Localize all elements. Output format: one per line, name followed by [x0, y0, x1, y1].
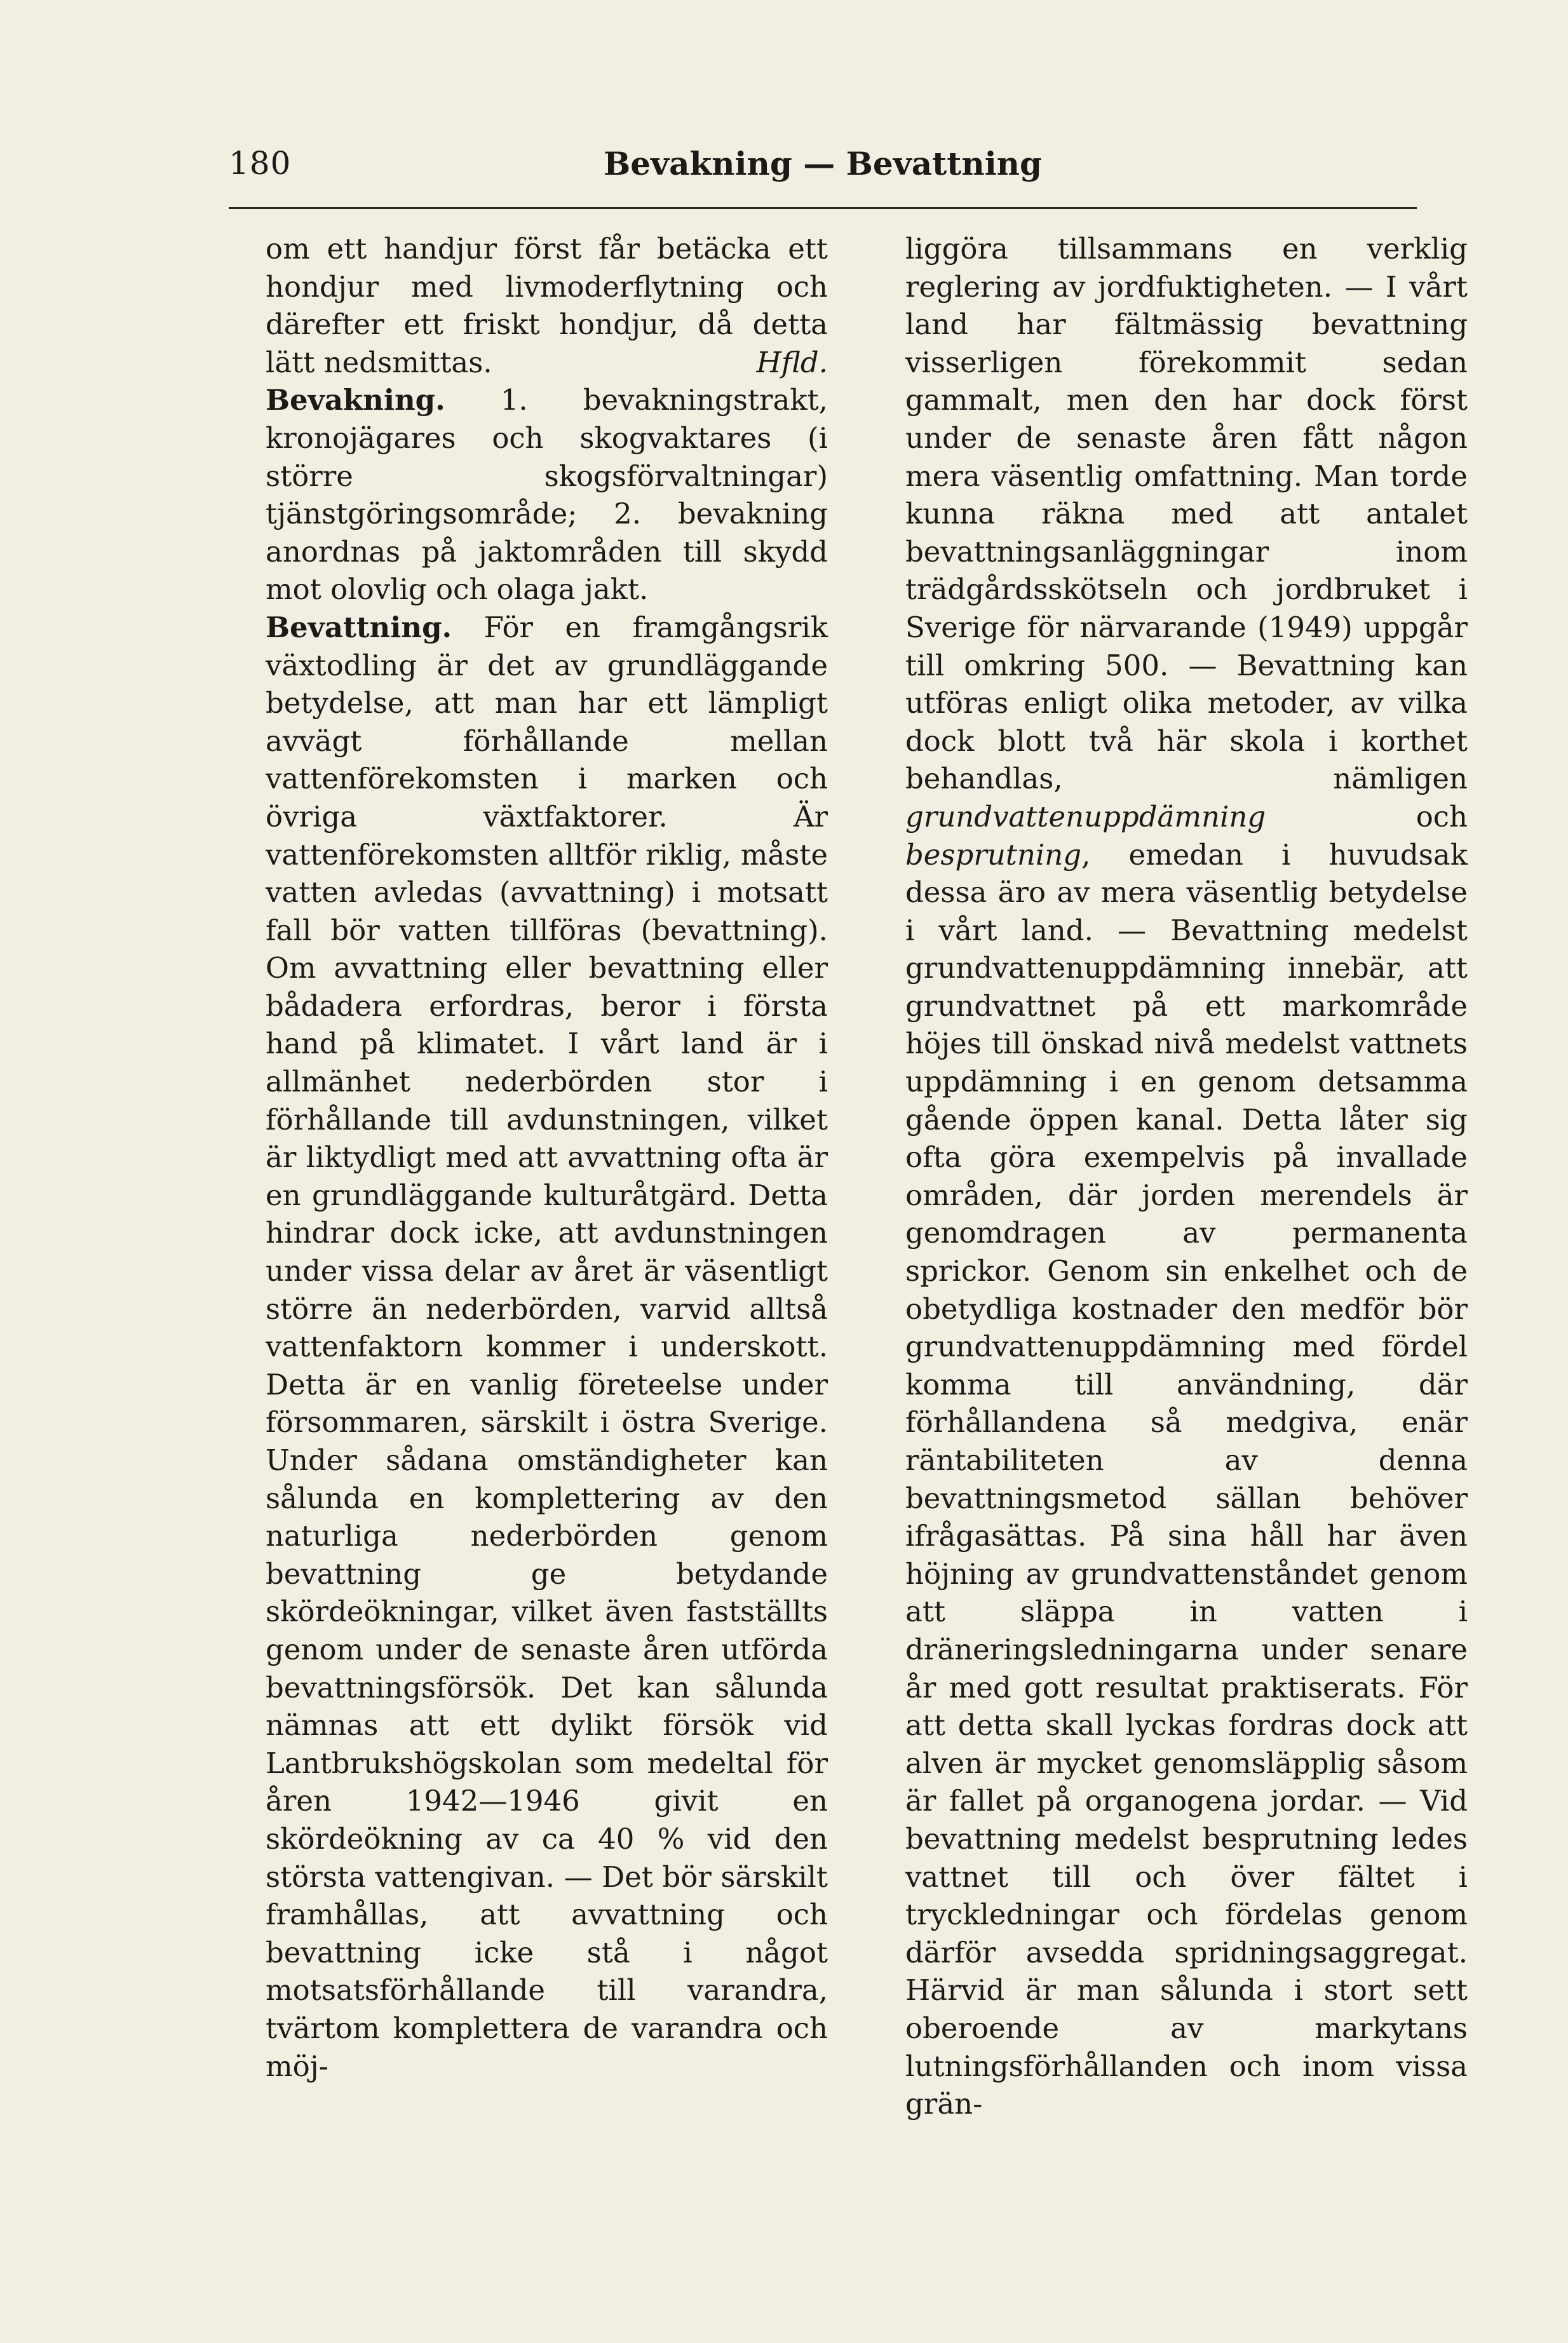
- entry-text: och: [1266, 799, 1468, 834]
- page-number: 180: [229, 145, 292, 182]
- page-header: [229, 145, 1417, 196]
- left-column: [266, 230, 828, 2085]
- entry-text: liggöra tillsammans en verklig reglering av jordfuktigheten. — I vårt land har fältmässig bevattning visserligen förekommit sedan gammalt, men den har dock först under de senaste åren fått någon mera väsentlig omfattning. Man torde kunna räkna med att antalet bevattningsanläggningar inom trädgårdsskötseln och jordbruket i Sverige för närvarande (1949) uppgår till omkring 500. — Bevattning kan utföras enligt olika metoder, av vilka dock blott två här skola i korthet behandlas, nämligen: [905, 232, 1468, 796]
- italic-term: besprutning: [905, 837, 1082, 872]
- entry-text: , emedan i huvudsak dessa äro av mera väsentlig betydelse i vårt land. — Bevattning medelst grundvattenuppdämning innebär, att grundvattnet på ett markområde höjes till önskad nivå medelst vattnets uppdämning i en genom detsamma gående öppen kanal. Detta låter sig ofta göra exempelvis på invallade områden, där jorden merendels är genomdragen av permanenta sprickor. Genom sin enkelhet och de obetydliga kostnader den medför bör grundvattenuppdämning med fördel komma till användning, där förhållandena så medgiva, enär räntabiliteten av denna bevattningsmetod sällan behöver ifrågasättas. På sina håll har även höjning av grundvattenståndet genom att släppa in vatten i dräneringsledningarna under senare år med gott resultat praktiserats. För att detta skall lyckas fordras dock att alven är mycket genomsläpplig såsom är fallet på organogena jordar. — Vid bevattning medelst besprutning ledes vattnet till och över fältet i tryckledningar och fördelas genom därför avsedda spridningsaggregat. Härvid är man sålunda i stort sett oberoende av markytans lutningsförhållanden och inom vissa grän-: [905, 837, 1468, 2121]
- author-signature: Hfld.: [756, 345, 828, 379]
- entry-term: Bevattning.: [266, 610, 452, 644]
- italic-term: grundvattenuppdämning: [905, 799, 1266, 834]
- entry-bevakning: [266, 381, 828, 609]
- entry-text: om ett handjur först får betäcka ett hondjur med livmoderflytning och därefter ett friskt hondjur, då detta lätt nedsmittas.: [266, 232, 828, 379]
- entry-text: För en framgångsrik växtodling är det av grundläggande betydelse, att man har ett lämpligt avvägt förhållande mellan vattenförekomsten i marken och övriga växtfaktorer. Är vattenförekomsten alltför riklig, måste vatten avledas (avvattning) i motsatt fall bör vatten tillföras (bevattning). Om avvattning eller bevattning eller bådadera erfordras, beror i första hand på klimatet. I vårt land är i allmänhet nederbörden stor i förhållande till avdunstningen, vilket är liktydligt med att avvattning ofta är en grundläggande kulturåtgärd. Detta hindrar dock icke, att avdunstningen under vissa delar av året är väsentligt större än nederbörden, varvid alltså vattenfaktorn kommer i underskott. Detta är en vanlig företeelse under försommaren, särskilt i östra Sverige. Under sådana omständigheter kan sålunda en komplettering av den naturliga nederbörden genom bevattning ge betydande skördeökningar, vilket även fastställts genom under de senaste åren utförda bevattningsförsök. Det kan sålunda nämnas att ett dylikt försök vid Lantbrukshögskolan som medeltal för åren 1942—1946 givit en skördeökning av ca 40 % vid den största vattengivan. — Det bör särskilt framhållas, att avvattning och bevattning icke stå i något motsatsförhållande till varandra, tvärtom komplettera de varandra och möj-: [266, 610, 828, 2083]
- right-column: [905, 230, 1468, 2123]
- entry-bevattning-continued: [905, 230, 1468, 2123]
- header-rule: [229, 207, 1417, 209]
- entry-handjur-end: [266, 230, 828, 381]
- running-title: Bevakning — Bevattning: [603, 145, 1042, 182]
- entry-text: 1. bevakningstrakt, kronojägares och skogvaktares (i större skogsförvaltningar) tjänstgöringsområde; 2. bevakning anordnas på jaktområden till skydd mot olovlig och olaga jakt.: [266, 383, 828, 607]
- entry-bevattning: [266, 609, 828, 2085]
- entry-term: Bevakning.: [266, 383, 445, 417]
